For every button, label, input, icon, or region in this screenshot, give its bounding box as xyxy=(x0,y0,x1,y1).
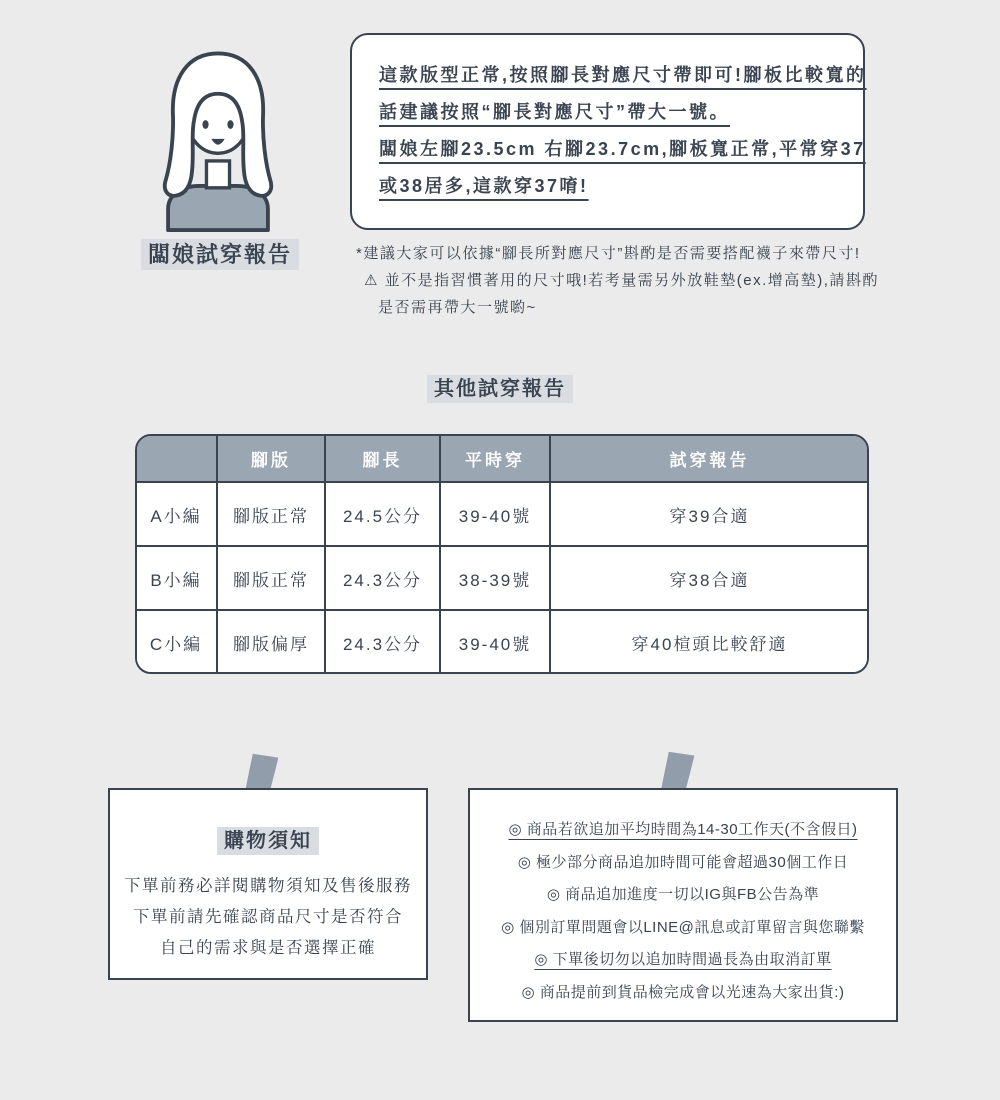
table-header-usual-size: 平時穿 xyxy=(440,434,550,482)
bubble-line: 這款版型正常,按照腳長對應尺寸帶即可!腳板比較寬的 xyxy=(379,65,867,85)
fit-report-table xyxy=(135,434,869,674)
cell-foot-shape: 腳版正常 xyxy=(217,482,325,546)
cell-foot-length: 24.3公分 xyxy=(325,546,440,610)
bubble-line: 話建議按照“腳長對應尺寸”帶大一號。 xyxy=(379,102,730,122)
policy-item: ◎ 商品提前到貨品檢完成會以光速為大家出貨:) xyxy=(521,983,845,1001)
shopping-notice-line: 下單前請先確認商品尺寸是否符合 xyxy=(133,908,403,926)
fitting-note-line: ⚠ 並不是指習慣著用的尺寸哦!若考量需另外放鞋墊(ex.增高墊),請斟酌 xyxy=(364,272,879,289)
table-row xyxy=(135,610,869,674)
cell-usual-size: 39-40號 xyxy=(440,610,550,674)
cell-usual-size: 38-39號 xyxy=(440,546,550,610)
order-policy-box xyxy=(468,788,898,1022)
cell-report: 穿38合適 xyxy=(550,546,869,610)
cell-editor: B小編 xyxy=(135,546,217,610)
table-header-report: 試穿報告 xyxy=(550,434,869,482)
cell-usual-size: 39-40號 xyxy=(440,482,550,546)
policy-item: ◎ 下單後切勿以追加時間過長為由取消訂單 xyxy=(534,951,832,968)
policy-item: ◎ 商品追加進度一切以IG與FB公告為準 xyxy=(546,886,820,903)
shopping-notice-title xyxy=(110,824,426,853)
table-row xyxy=(135,482,869,546)
table-header-foot-length: 腳長 xyxy=(325,434,440,482)
cell-foot-length: 24.5公分 xyxy=(325,482,440,546)
shopping-notice-line: 下單前務必詳閱購物須知及售後服務 xyxy=(124,877,412,895)
bubble-line: 闆娘左腳23.5cm 右腳23.7cm,腳板寬正常,平常穿37 xyxy=(379,139,866,159)
other-reports-heading-text: 其他試穿報告 xyxy=(427,375,573,403)
policy-item: ◎ 極少部分商品追加時間可能會超過30個工作日 xyxy=(517,853,849,871)
avatar-woman-illustration xyxy=(140,40,296,232)
bubble-line: 或38居多,這款穿37唷! xyxy=(379,176,589,196)
fitting-note-line: 是否需再帶大一號喲~ xyxy=(378,299,537,316)
shopping-notice-title-text: 購物須知 xyxy=(217,827,319,855)
fitting-report-title-text: 闆娘試穿報告 xyxy=(141,239,299,270)
cell-report: 穿40楦頭比較舒適 xyxy=(550,610,869,674)
other-reports-heading xyxy=(0,372,1000,401)
cell-editor: C小編 xyxy=(135,610,217,674)
table-row xyxy=(135,546,869,610)
cell-foot-shape: 腳版偏厚 xyxy=(217,610,325,674)
table-header-row xyxy=(135,434,869,482)
policy-item: ◎ 商品若欲追加平均時間為14-30工作天(不含假日) xyxy=(508,821,858,838)
shopping-notice-box xyxy=(108,788,428,980)
shopping-notice-line: 自己的需求與是否選擇正確 xyxy=(160,939,376,957)
cell-report: 穿39合適 xyxy=(550,482,869,546)
fitting-note-line: *建議大家可以依據“腳長所對應尺寸”斟酌是否需要搭配襪子來帶尺寸! xyxy=(356,245,861,262)
table-header-foot-shape: 腳版 xyxy=(217,434,325,482)
cell-editor: A小編 xyxy=(135,482,217,546)
fitting-speech-bubble xyxy=(350,33,865,230)
policy-item: ◎ 個別訂單問題會以LINE@訊息或訂單留言與您聯繫 xyxy=(501,918,865,936)
fitting-notes xyxy=(356,240,886,321)
cell-foot-length: 24.3公分 xyxy=(325,610,440,674)
fitting-report-title xyxy=(110,238,330,269)
table-header-blank xyxy=(135,434,217,482)
cell-foot-shape: 腳版正常 xyxy=(217,546,325,610)
